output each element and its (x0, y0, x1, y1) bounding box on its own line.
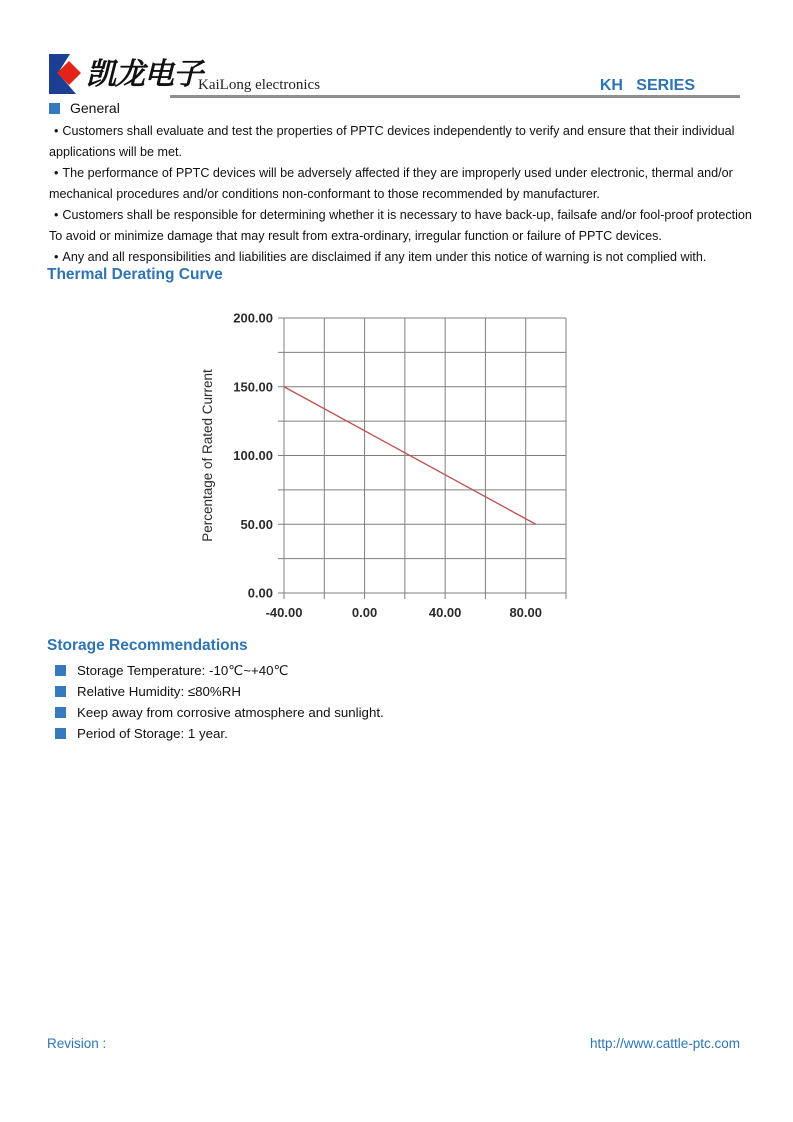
general-paragraph (49, 247, 755, 268)
y-tick-label: 200.00 (233, 310, 273, 326)
general-paragraph-text: Any and all responsibilities and liabilities are disclaimed if any item under this notice of warning is not complied with. (62, 250, 707, 264)
dot-bullet: • (54, 208, 59, 222)
blue-square-bullet-icon (55, 707, 66, 718)
general-section (49, 100, 755, 268)
y-axis-title: Percentage of Rated Current (200, 369, 215, 542)
storage-item-text: Storage Temperature: -10℃~+40℃ (77, 662, 289, 678)
thermal-derating-heading: Thermal Derating Curve (47, 266, 223, 283)
website-link[interactable]: http://www.cattle-ptc.com (589, 1036, 740, 1051)
series-title: KH SERIES (599, 77, 695, 94)
general-paragraph (49, 205, 755, 247)
x-tick-label: 80.00 (509, 605, 542, 620)
list-item (55, 660, 655, 681)
y-tick-label: 0.00 (247, 585, 273, 601)
general-paragraph-text: The performance of PPTC devices will be adversely affected if they are improperly used under electronic, thermal and/or mechanical procedures and/or conditions non-conformant to those recommended by manufacturer. (49, 166, 733, 201)
dot-bullet: • (54, 166, 59, 180)
storage-list (55, 660, 655, 744)
list-item (55, 702, 655, 723)
dot-bullet: • (54, 124, 59, 138)
list-item (55, 723, 655, 744)
blue-square-bullet-icon (55, 665, 66, 676)
storage-item-text: Keep away from corrosive atmosphere and sunlight. (77, 705, 384, 720)
x-tick-label: 40.00 (428, 605, 462, 620)
thermal-derating-chart (195, 301, 595, 631)
storage-item-text: Period of Storage: 1 year. (77, 726, 228, 741)
kailong-logo-icon (48, 53, 82, 97)
blue-square-bullet-icon (49, 103, 60, 114)
general-paragraph (49, 163, 755, 205)
general-paragraph-text: Customers shall evaluate and test the properties of PPTC devices independently to verify and ensure that their individual applications will be met. (49, 124, 735, 159)
storage-item-text: Relative Humidity: ≤80%RH (77, 684, 241, 699)
general-paragraph (49, 121, 755, 163)
blue-square-bullet-icon (55, 728, 66, 739)
general-paragraph-text: Customers shall be responsible for determining whether it is necessary to have back-up, failsafe and/or fool-proof protection To avoid or minimize damage that may result from extra-ordinary, irregular function or failure of PPTC devices. (49, 208, 752, 243)
y-tick-label: 100.00 (233, 448, 273, 463)
storage-heading: Storage Recommendations (47, 637, 248, 654)
header-rule (170, 95, 740, 98)
general-heading (49, 100, 755, 116)
general-heading-label: General (70, 100, 120, 116)
list-item (55, 681, 655, 702)
logo-chinese-text: 凯龙电子 (86, 57, 202, 92)
logo-english-text: KaiLong electronics (198, 77, 321, 93)
x-tick-label: 0.00 (351, 605, 378, 620)
x-tick-label: -40.00 (265, 605, 303, 620)
revision-label: Revision : (47, 1036, 107, 1051)
blue-square-bullet-icon (55, 686, 66, 697)
y-tick-label: 150.00 (233, 379, 273, 395)
dot-bullet: • (54, 250, 59, 264)
y-tick-label: 50.00 (240, 516, 273, 532)
